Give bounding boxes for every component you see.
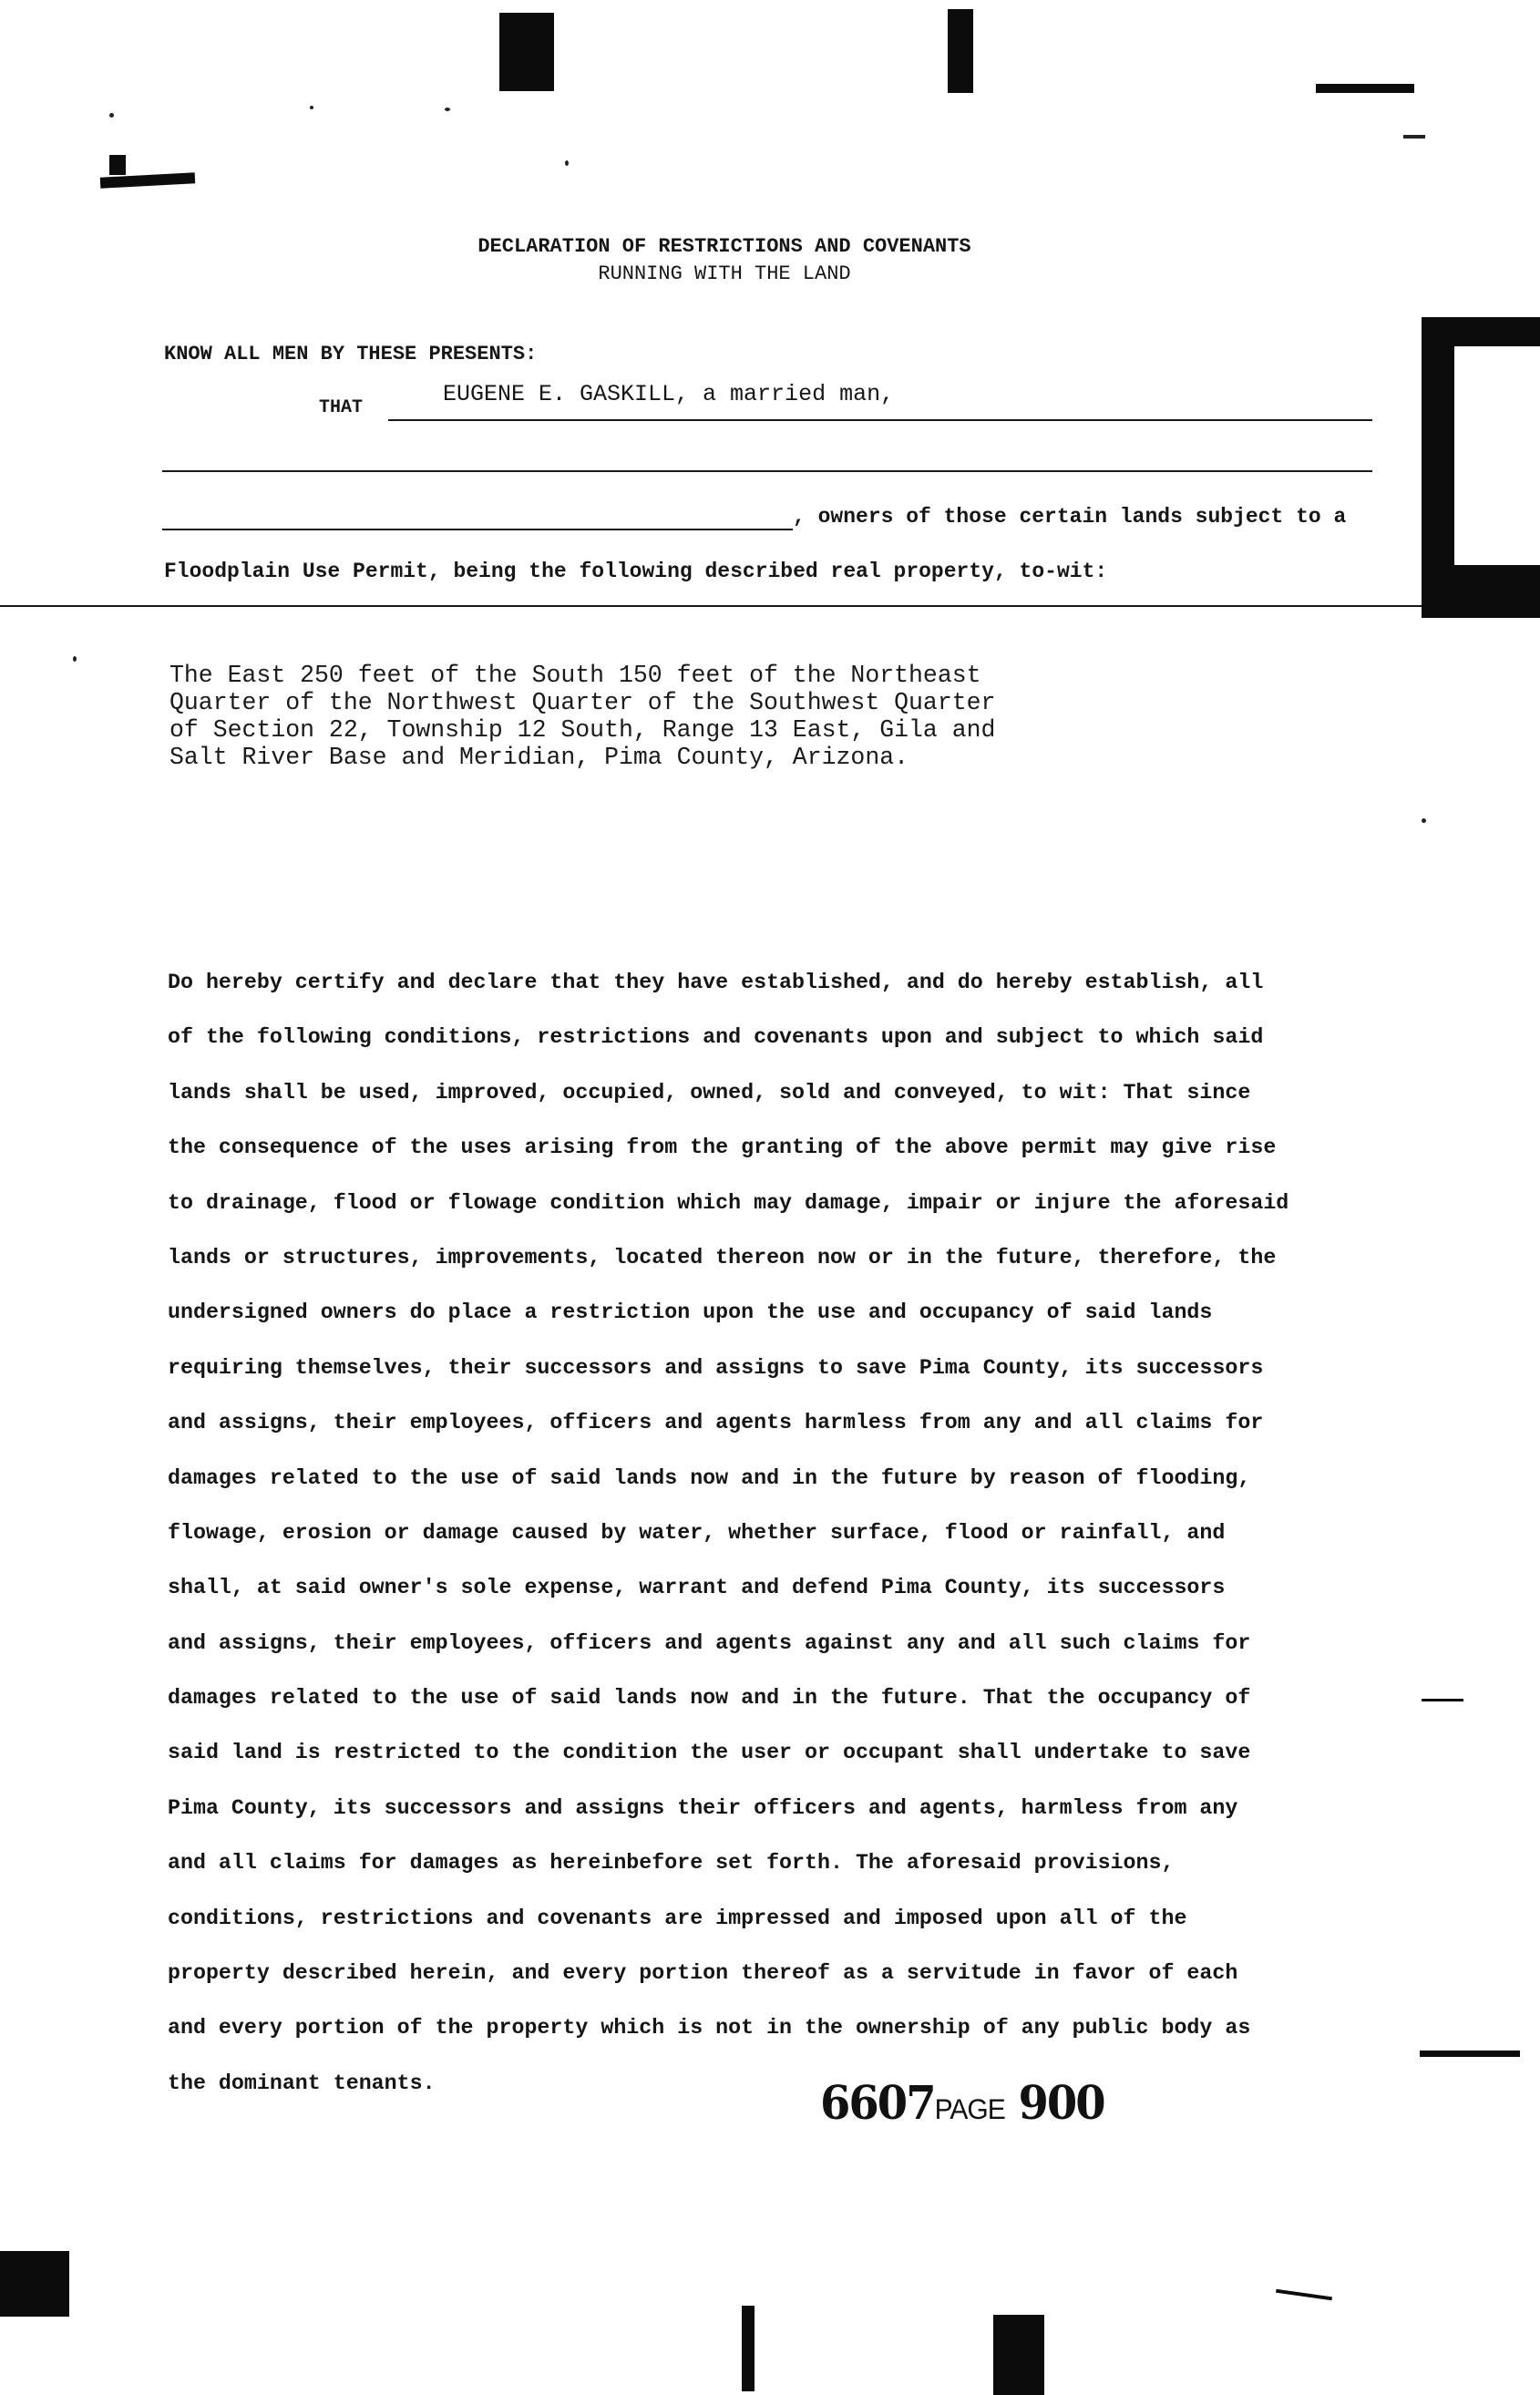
body-line: lands or structures, improvements, located thereon now or in the future, therefore, the [168,1245,1277,1269]
scan-speck [1422,818,1426,823]
owners-clause: , owners of those certain lands subject to a [793,505,1347,529]
body-line: conditions, restrictions and covenants are impressed and imposed upon all of the [168,1906,1187,1930]
document-title-line2: RUNNING WITH THE LAND [598,262,851,285]
body-line: of the following conditions, restrictions and covenants upon and subject to which said [168,1025,1264,1050]
body-line: and assigns, their employees, officers and agents harmless from any and all claims for [168,1411,1264,1435]
body-line: property described herein, and every portion thereof as a servitude in favor of each [168,1961,1238,1986]
body-line: damages related to the use of said lands now and in the future by reason of flooding, [168,1465,1251,1490]
body-line: and assigns, their employees, officers and agents against any and all such claims for [168,1630,1251,1655]
declaration-body [168,964,1389,2120]
body-line: to drainage, flood or flowage condition which may damage, impair or injure the aforesaid [168,1190,1289,1215]
scan-mark-right-line-2 [1420,2051,1520,2057]
scan-mark-top-1 [499,13,554,91]
floodplain-clause: Floodplain Use Permit, being the following described real property, to-wit: [164,560,1108,583]
owner-name: EUGENE E. GASKILL, a married man, [443,381,895,407]
scan-mark-bottom-2 [993,2315,1044,2395]
scan-mark-right-bar-gap [1454,346,1540,565]
scan-mark-top-right [1316,84,1414,93]
body-line: shall, at said owner's sole expense, warrant and defend Pima County, its successors [168,1576,1226,1600]
stamp-book-number: 6607 [820,2076,935,2131]
owner-blank-line-2 [162,470,1372,472]
know-all-men-heading: KNOW ALL MEN BY THESE PRESENTS: [164,343,538,365]
owner-blank-line-3 [162,529,793,530]
legal-description: The East 250 feet of the South 150 feet of the Northeast Quarter of the Northwest Quarter of the Southwest Quarter of Section 22, Township 12 South, Range 13 East, Gila and Salt River Base and Meridian, Pima County, Arizona. [169,662,996,771]
scan-mark-bottom-1 [742,2306,755,2391]
body-line: Pima County, its successors and assigns their officers and agents, harmless from any [168,1795,1238,1820]
scan-mark-right-line-1 [1422,1699,1463,1701]
scan-mark-left-dot [109,155,126,175]
body-line: requiring themselves, their successors and assigns to save Pima County, its successors [168,1355,1264,1380]
that-label: THAT [319,397,364,418]
stamp-page-number: 900 [1018,2076,1104,2131]
scan-speck [1403,135,1425,139]
scan-mark-top-2 [948,9,973,93]
scan-mark-bottom-left [0,2251,69,2317]
stamp-page-label: PAGE [934,2093,1005,2126]
body-line: the consequence of the uses arising from the granting of the above permit may give rise [168,1136,1277,1160]
body-line: Do hereby certify and declare that they have established, and do hereby establish, all [168,971,1264,994]
body-line: and every portion of the property which is not in the ownership of any public body as [168,2016,1251,2040]
body-line: flowage, erosion or damage caused by water, whether surface, flood or rainfall, and [168,1520,1226,1545]
scan-speck [109,113,114,118]
body-line: said land is restricted to the condition the user or occupant shall undertake to save [168,1741,1251,1765]
scan-mark-bottom-right [1276,2289,1332,2301]
body-line: the dominant tenants. [168,2071,436,2095]
section-divider [0,605,1422,607]
document-title-line1: DECLARATION OF RESTRICTIONS AND COVENANTS [477,235,971,258]
body-line: lands shall be used, improved, occupied, owned, sold and conveyed, to wit: That since [168,1080,1251,1105]
body-line: undersigned owners do place a restriction upon the use and occupancy of said lands [168,1300,1213,1325]
body-line: damages related to the use of said lands now and in the future. That the occupancy of [168,1686,1251,1711]
scan-speck [445,108,450,111]
recording-stamp [820,2077,1104,2131]
scan-speck [565,160,569,166]
body-line: and all claims for damages as hereinbefore set forth. The aforesaid provisions, [168,1851,1175,1876]
scan-speck [73,656,77,662]
scan-speck [310,106,313,109]
owner-name-underline [388,419,1372,421]
